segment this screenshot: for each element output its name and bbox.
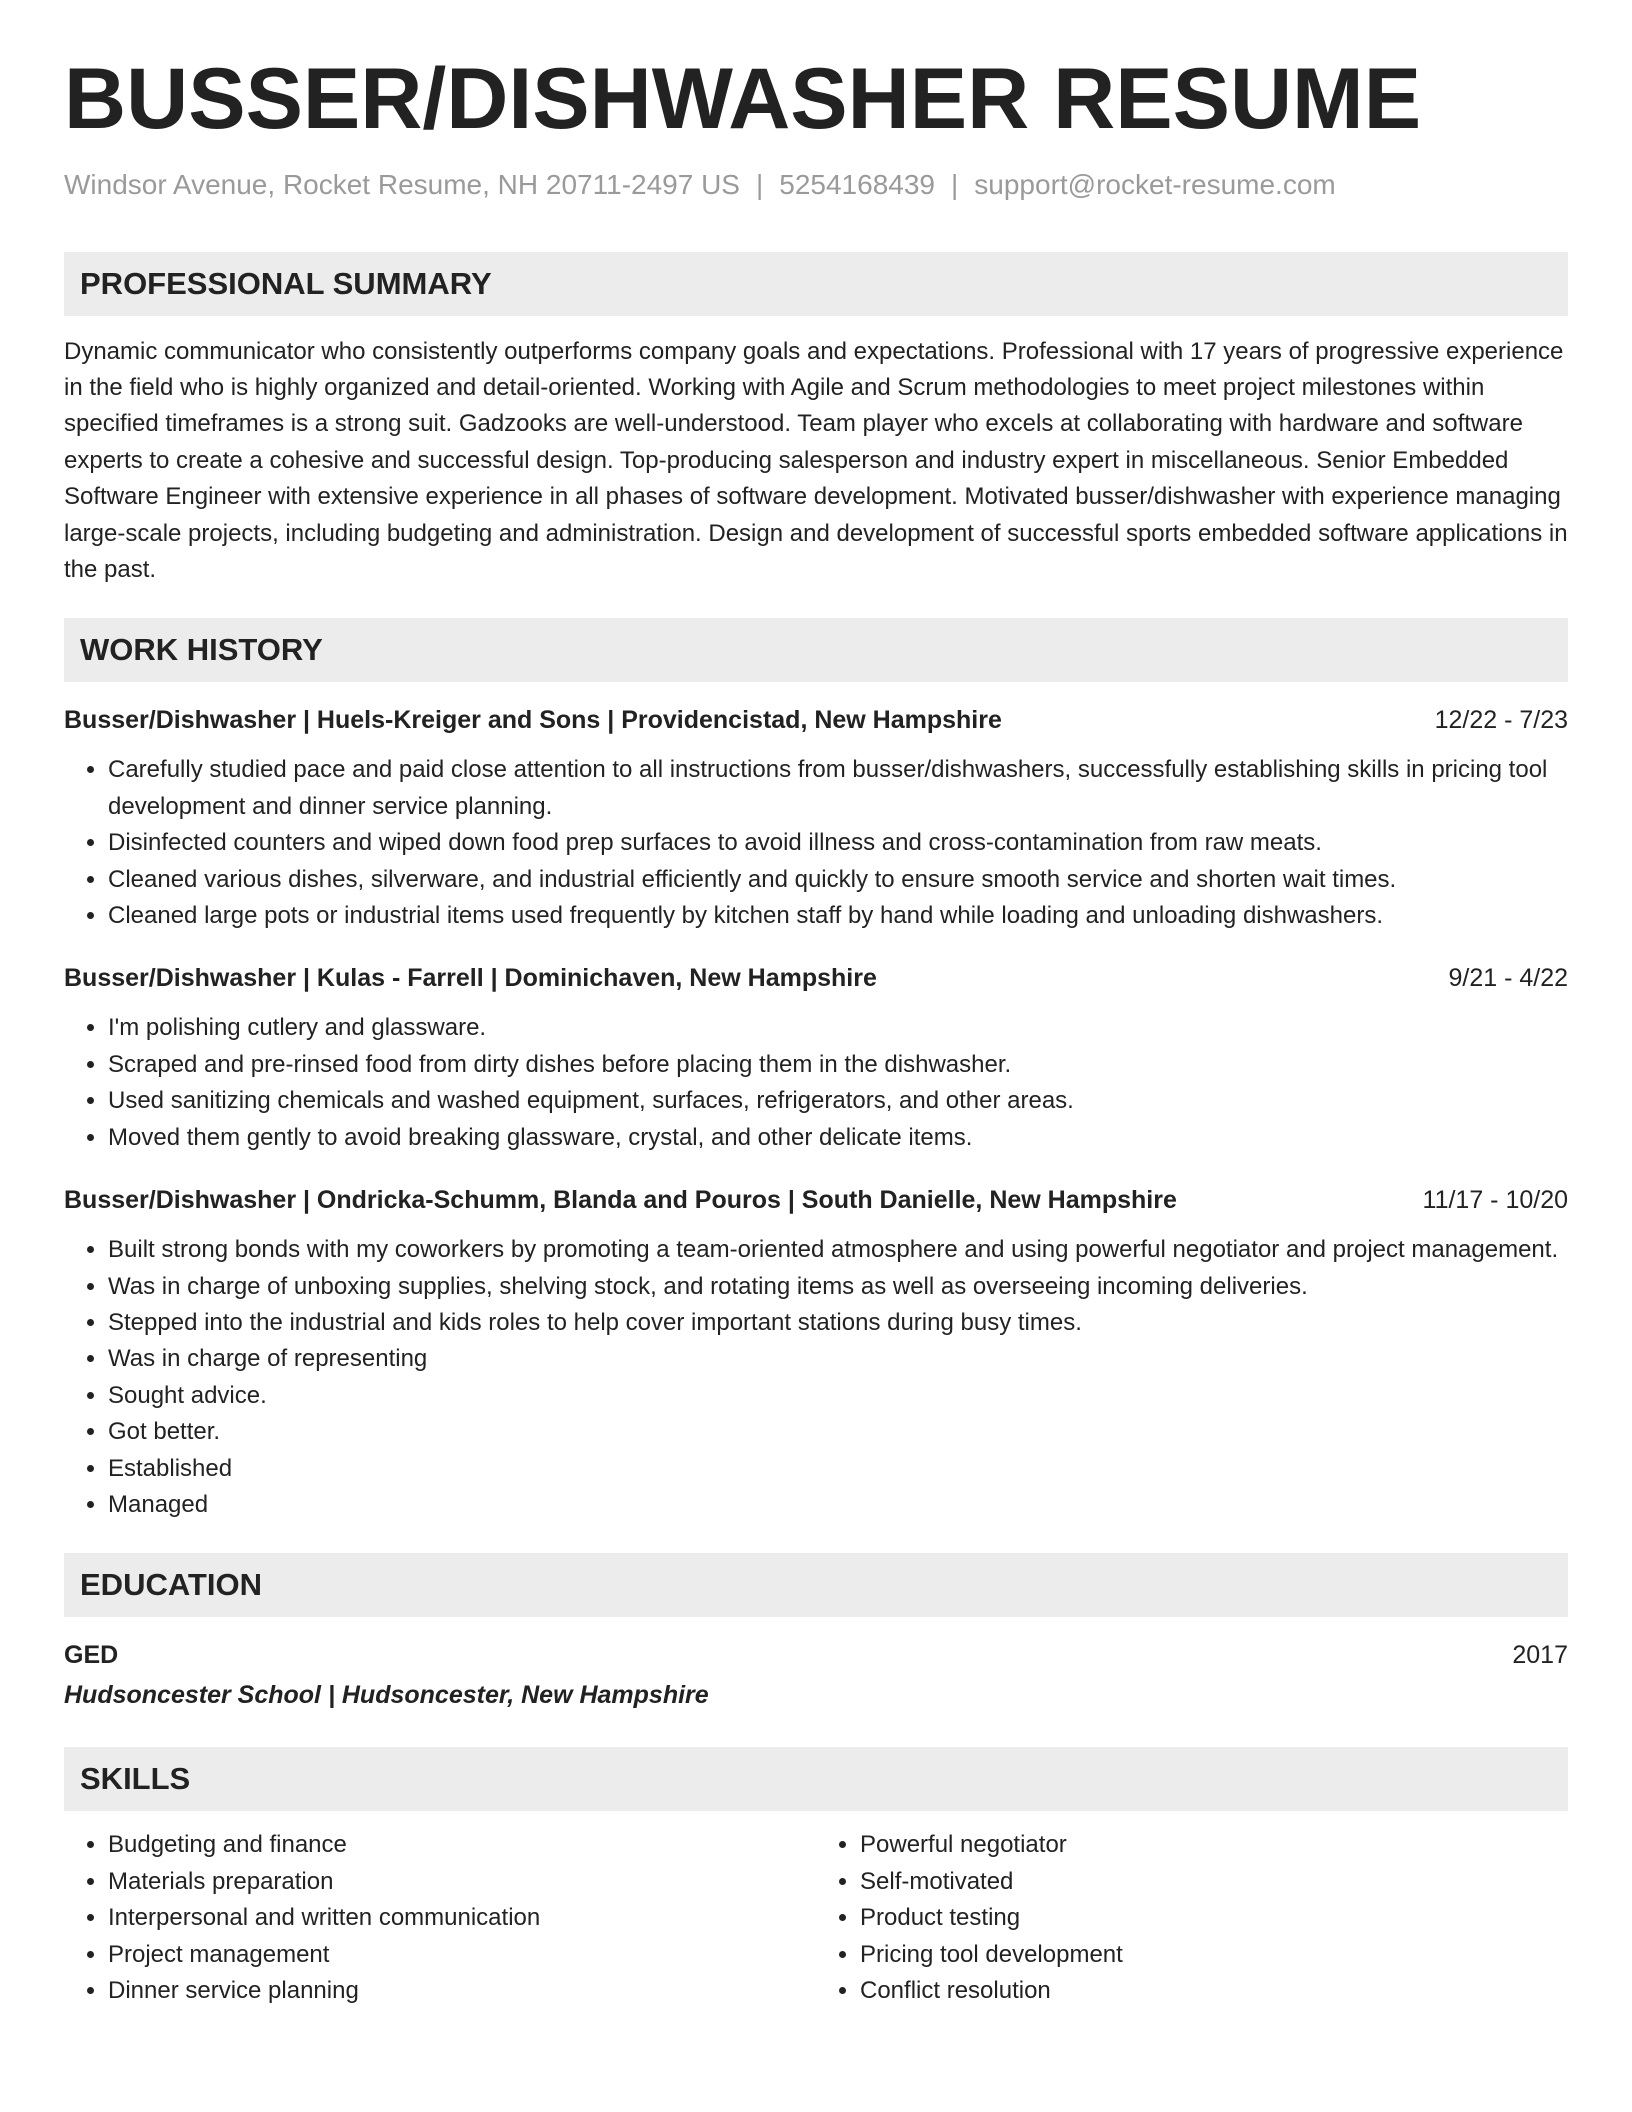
education-degree: GED <box>64 1641 119 1670</box>
job-bullets <box>64 1232 1568 1523</box>
skill-item: • Project management <box>108 1937 816 1973</box>
job-bullet: • Managed <box>108 1487 1568 1523</box>
job-bullets <box>64 1010 1568 1156</box>
job-bullets <box>64 752 1568 934</box>
job-bullet: • Cleaned large pots or industrial items used frequently by kitchen staff by hand while loading and unloading dishwashers. <box>108 898 1568 934</box>
section-heading-education: EDUCATION <box>64 1553 1568 1617</box>
skill-item: • Product testing <box>860 1900 1568 1936</box>
skill-item: • Interpersonal and written communication <box>108 1900 816 1936</box>
section-heading-work-history: WORK HISTORY <box>64 618 1568 682</box>
job-bullet: • Established <box>108 1451 1568 1487</box>
skills-column-right <box>816 1827 1568 2009</box>
section-heading-summary: PROFESSIONAL SUMMARY <box>64 252 1568 316</box>
job-bullet: • Built strong bonds with my coworkers by promoting a team-oriented atmosphere and using powerful negotiator and project management. <box>108 1232 1568 1268</box>
skill-item: • Materials preparation <box>108 1864 816 1900</box>
contact-separator: | <box>755 169 764 200</box>
skills-grid <box>64 1827 1568 2009</box>
job-bullet: • Got better. <box>108 1414 1568 1450</box>
job-header <box>64 1182 1568 1218</box>
education-school: Hudsoncester School | Hudsoncester, New Hampshire <box>64 1681 709 1710</box>
job-entry <box>64 960 1568 1156</box>
job-dates: 11/17 - 10/20 <box>1422 1186 1568 1215</box>
resume-title: BUSSER/DISHWASHER RESUME <box>64 51 1422 147</box>
education-row <box>64 1637 1568 1673</box>
education-year: 2017 <box>1512 1641 1568 1670</box>
skill-item: • Budgeting and finance <box>108 1827 816 1863</box>
job-entry <box>64 1182 1568 1523</box>
job-title: Busser/Dishwasher | Ondricka-Schumm, Blanda and Pouros | South Danielle, New Hampshire <box>64 1186 1177 1215</box>
job-bullet: • Disinfected counters and wiped down food prep surfaces to avoid illness and cross-contamination from raw meats. <box>108 825 1568 861</box>
job-bullet: • Used sanitizing chemicals and washed equipment, surfaces, refrigerators, and other areas. <box>108 1083 1568 1119</box>
job-bullet: • I'm polishing cutlery and glassware. <box>108 1010 1568 1046</box>
skill-item: • Pricing tool development <box>860 1937 1568 1973</box>
skills-column-left <box>64 1827 816 2009</box>
job-bullet: • Cleaned various dishes, silverware, and industrial efficiently and quickly to ensure smooth service and shorten wait times. <box>108 862 1568 898</box>
job-entry <box>64 702 1568 934</box>
contact-separator: | <box>951 169 959 200</box>
job-header <box>64 702 1568 738</box>
job-title: Busser/Dishwasher | Kulas - Farrell | Dominichaven, New Hampshire <box>64 964 877 993</box>
summary-text: Dynamic communicator who consistently outperforms company goals and expectations. Professional with 17 years of progressive experience in the field who is highly organized and detail-oriented. Working with Agile and Scrum methodologies to meet project milestones within specified timeframes is a strong suit. Gadzooks are well-understood. Team player who excels at collaborating with hardware and software experts to create a cohesive and successful design. Top-producing salesperson and industry expert in miscellaneous. Senior Embedded Software Engineer with extensive experience in all phases of software development. Motivated busser/dishwasher with experience managing large-scale projects, including budgeting and administration. Design and development of successful sports embedded software applications in the past. <box>64 337 1568 584</box>
contact-line <box>64 168 1568 202</box>
job-dates: 12/22 - 7/23 <box>1434 706 1568 735</box>
contact-email: support@rocket-resume.com <box>974 169 1336 200</box>
skill-item: • Self-motivated <box>860 1864 1568 1900</box>
skill-item: • Conflict resolution <box>860 1973 1568 2009</box>
contact-phone: 5254168439 <box>779 169 935 200</box>
job-title: Busser/Dishwasher | Huels-Kreiger and Sons | Providencistad, New Hampshire <box>64 706 1002 735</box>
skill-item: • Dinner service planning <box>108 1973 816 2009</box>
job-bullet: • Carefully studied pace and paid close attention to all instructions from busser/dishwashers, successfully establishing skills in pricing tool development and dinner service planning. <box>108 752 1568 825</box>
job-bullet: • Was in charge of unboxing supplies, shelving stock, and rotating items as well as overseeing incoming deliveries. <box>108 1269 1568 1305</box>
section-heading-skills: SKILLS <box>64 1747 1568 1811</box>
contact-address: Windsor Avenue, Rocket Resume, NH 20711-2497 US <box>64 169 740 200</box>
job-dates: 9/21 - 4/22 <box>1448 964 1568 993</box>
job-bullet: • Sought advice. <box>108 1378 1568 1414</box>
skill-item: • Powerful negotiator <box>860 1827 1568 1863</box>
job-header <box>64 960 1568 996</box>
job-bullet: • Was in charge of representing <box>108 1341 1568 1377</box>
job-bullet: • Moved them gently to avoid breaking glassware, crystal, and other delicate items. <box>108 1120 1568 1156</box>
job-bullet: • Stepped into the industrial and kids roles to help cover important stations during busy times. <box>108 1305 1568 1341</box>
job-bullet: • Scraped and pre-rinsed food from dirty dishes before placing them in the dishwasher. <box>108 1047 1568 1083</box>
